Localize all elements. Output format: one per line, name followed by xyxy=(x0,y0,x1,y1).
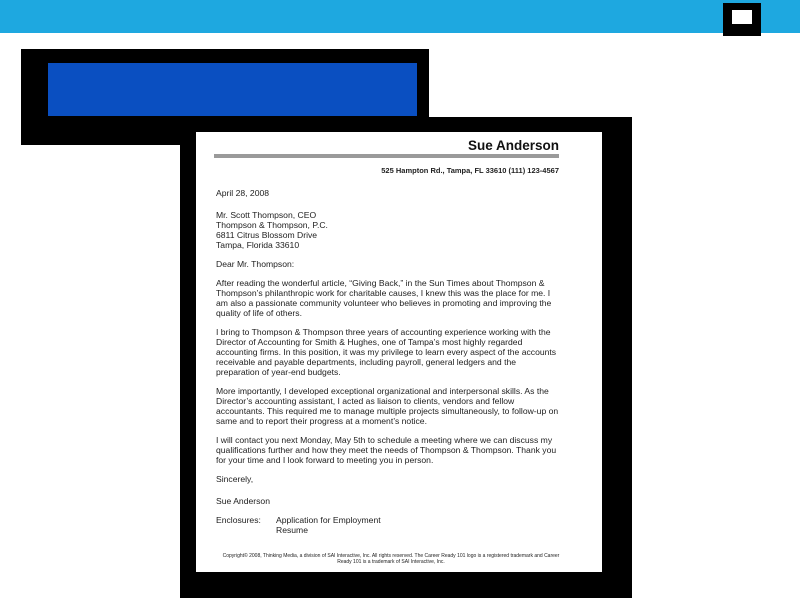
paragraph: After reading the wonderful article, “Giving Back,” in the Sun Times about Thompson & Thompson’s philanthropic work for charitable causes, I knew this was the place for me. I am also a passionate community volunteer who believes in promoting and improving the quality of life of others. xyxy=(216,278,552,318)
signature: Sue Anderson xyxy=(216,496,270,506)
letter-body xyxy=(216,188,561,535)
enclosures-list xyxy=(276,515,381,535)
enclosures-label: Enclosures: xyxy=(216,515,261,525)
letter-date: April 28, 2008 xyxy=(216,188,270,198)
header-rule xyxy=(214,154,559,158)
paragraph: I bring to Thompson & Thompson three years of accounting experience working with the Director of Accounting for Smith & Hughes, one of Tampa’s most highly regarded accounting firms. In this position, it was my privilege to learn every aspect of the accounts receivable and payable departments, including payroll, general ledgers and the preparation of year-end budgets. xyxy=(216,327,557,377)
paragraph: More importantly, I developed exceptional organizational and interpersonal skills. As the Director’s accounting assistant, I acted as liaison to clients, vendors and fellow accountants. This required me to manage multiple projects simultaneously, to follow-up on same and to report their progress at a moment’s notice. xyxy=(216,386,559,426)
enclosure-item: Application for Employment xyxy=(276,515,381,525)
recipient-block xyxy=(216,210,561,250)
enclosure-item: Resume xyxy=(276,525,308,535)
title-bar xyxy=(48,63,417,116)
recipient-line: Thompson & Thompson, P.C. xyxy=(216,220,328,230)
top-banner xyxy=(0,0,800,33)
cover-letter xyxy=(196,132,602,572)
corner-icon-inner xyxy=(732,10,752,24)
recipient-line: Mr. Scott Thompson, CEO xyxy=(216,210,317,220)
recipient-line: 6811 Citrus Blossom Drive xyxy=(216,230,318,240)
sender-address: 525 Hampton Rd., Tampa, FL 33610 (111) 123-4567 xyxy=(381,166,559,175)
closing: Sincerely, xyxy=(216,474,254,484)
paragraph: I will contact you next Monday, May 5th to schedule a meeting where we can discuss my qualifications further and how they meet the needs of Thompson & Thompson. Thank you for your time and I look forward to meeting you in person. xyxy=(216,435,557,465)
slide-corner-icon xyxy=(723,3,761,36)
salutation: Dear Mr. Thompson: xyxy=(216,259,295,269)
enclosures xyxy=(216,515,561,535)
letter-sender-name: Sue Anderson xyxy=(467,138,559,153)
recipient-line: Tampa, Florida 33610 xyxy=(216,240,300,250)
copyright-notice: Copyright© 2008, Thinking Media, a division of SAI Interactive, Inc. All rights reserved. The Career Ready 101 logo is a registered trademark and Career Ready 101 is a trademark of SAI Interactive, Inc. xyxy=(222,553,560,565)
